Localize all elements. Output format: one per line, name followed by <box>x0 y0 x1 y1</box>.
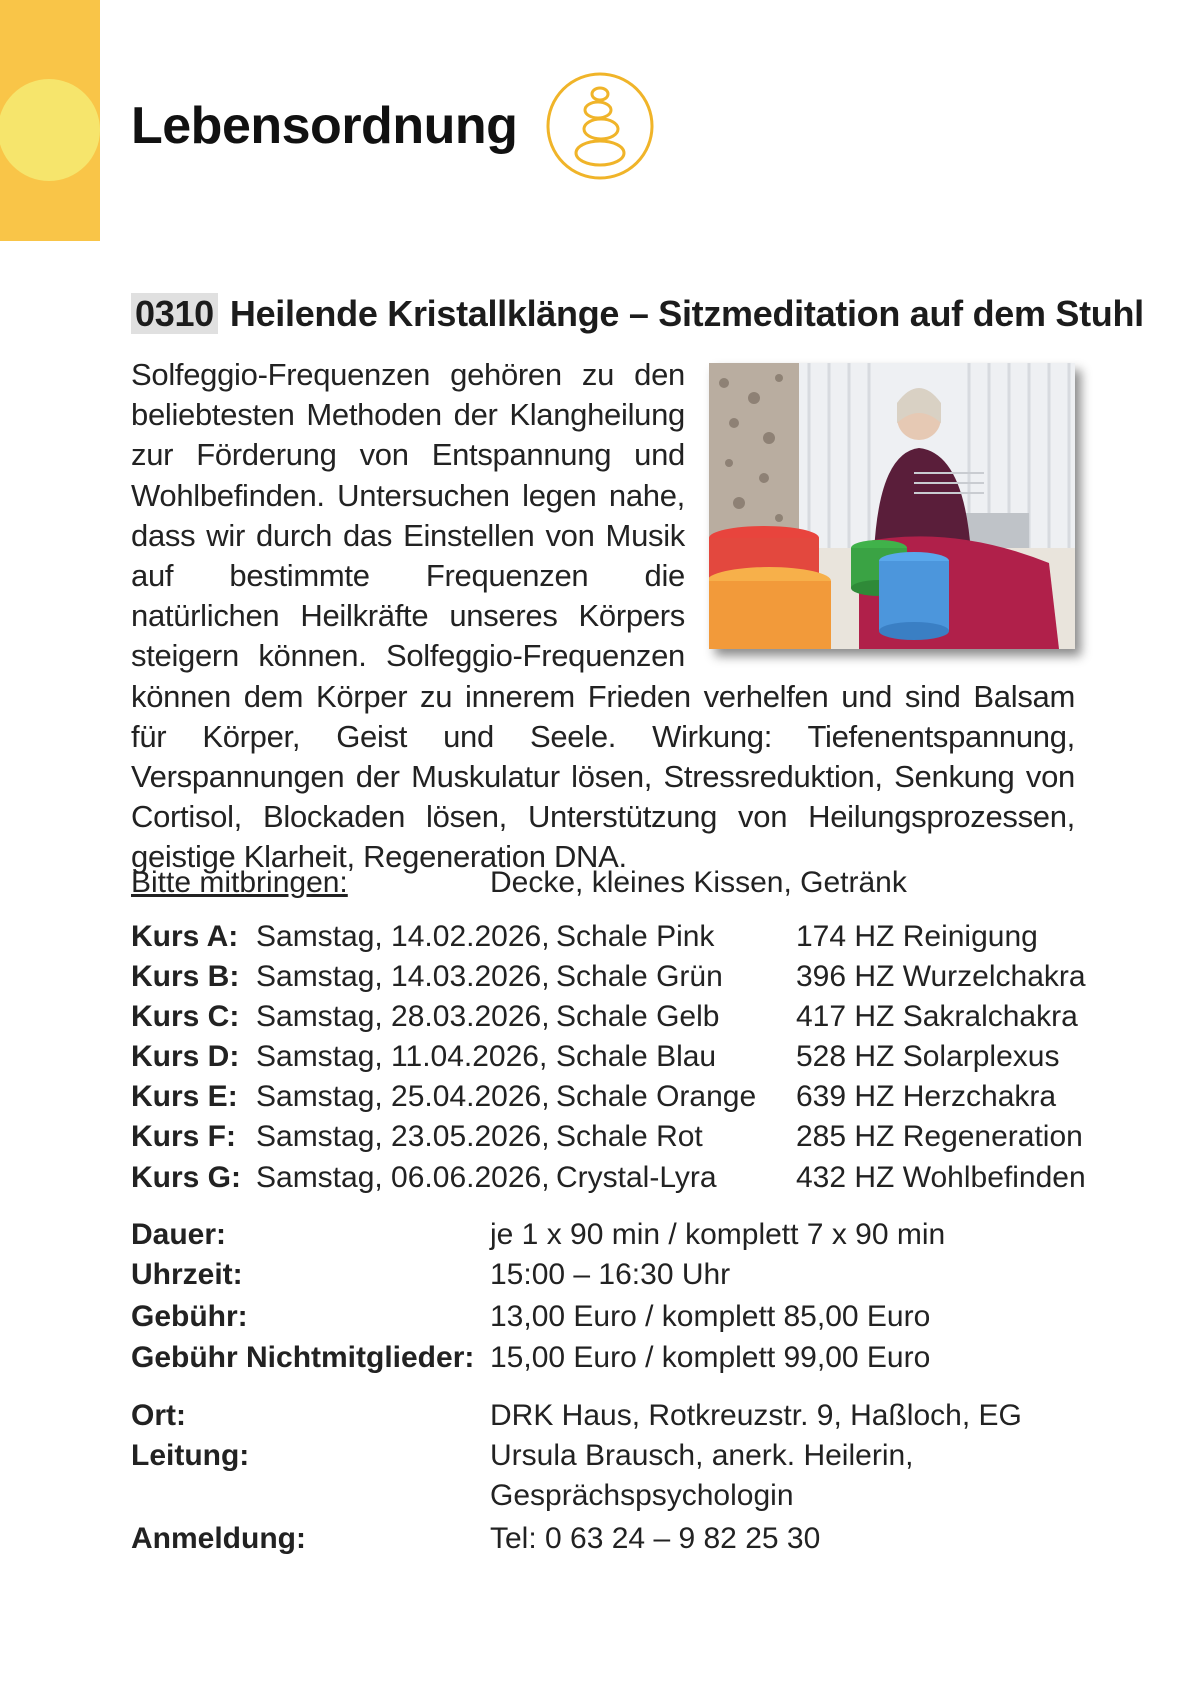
session-row <box>131 1161 1091 1201</box>
session-bowl: Schale Grün <box>556 960 723 994</box>
session-frequency: 639 HZ Herzchakra <box>796 1080 1057 1114</box>
info-value: 15,00 Euro / komplett 99,00 Euro <box>490 1341 931 1374</box>
session-list <box>131 920 1091 1201</box>
session-row <box>131 920 1091 960</box>
info-label: Anmeldung: <box>131 1522 306 1555</box>
session-row <box>131 960 1091 1000</box>
info-value: je 1 x 90 min / komplett 7 x 90 min <box>490 1218 946 1251</box>
info-row-leitung-cont <box>131 1479 1091 1519</box>
corner-accent-circle <box>0 79 100 181</box>
info-label: Uhrzeit: <box>131 1258 243 1291</box>
info-row-gebuehr <box>131 1300 1091 1340</box>
session-frequency: 417 HZ Sakralchakra <box>796 1000 1078 1034</box>
session-date: Samstag, 14.02.2026, <box>256 920 550 953</box>
session-bowl: Schale Orange <box>556 1080 757 1114</box>
page-title: Lebensordnung <box>131 97 518 155</box>
session-date: Samstag, 14.03.2026, <box>256 960 550 994</box>
info-value: Tel: 0 63 24 – 9 82 25 30 <box>490 1522 821 1555</box>
session-kurs: Kurs B: <box>131 960 240 994</box>
session-frequency: 285 HZ Regeneration <box>796 1120 1083 1154</box>
session-bowl: Schale Rot <box>556 1120 703 1154</box>
session-date: Samstag, 06.06.2026, <box>256 1160 550 1194</box>
info-row-leitung <box>131 1439 1091 1479</box>
session-row <box>131 1080 1091 1120</box>
info-label: Gebühr: <box>131 1300 248 1333</box>
info-value: Ursula Brausch, anerk. Heilerin, <box>490 1439 914 1472</box>
session-frequency: 174 HZ Reinigung <box>796 920 1038 953</box>
session-kurs: Kurs D: <box>131 1040 240 1074</box>
course-photo <box>709 363 1075 649</box>
session-bowl: Crystal-Lyra <box>556 1160 717 1194</box>
session-kurs: Kurs G: <box>131 1160 242 1194</box>
info-row-dauer <box>131 1218 1091 1258</box>
course-description-text: Solfeggio-Frequenzen gehören zu den beliebtesten Methoden der Klangheilung zur Förderung von Entspannung und Wohlbefinden. Untersuchen legen nahe, dass wir durch das Einstellen von Musik auf bestimmte Frequenzen die natürlichen Heilkräfte unseres Körpers steigern können. Solfeggio-Frequenzen können dem Körper zu innerem Frieden verhelfen und sind Balsam für Körper, Geist und Seele. Wirkung: Tiefenentspannung, Verspannungen der Muskulatur lösen, Stressreduktion, Senkung von Cortisol, Blockaden lösen, Unterstützung von Heilungsprozessen, geistige Klarheit, Regeneration DNA. <box>131 357 1075 875</box>
course-number: 0310 <box>131 293 218 334</box>
session-date: Samstag, 23.05.2026, <box>256 1120 550 1154</box>
session-kurs: Kurs A: <box>131 920 239 953</box>
session-kurs: Kurs C: <box>131 1000 240 1034</box>
session-row <box>131 1040 1091 1080</box>
session-frequency: 528 HZ Solarplexus <box>796 1040 1060 1074</box>
info-row-anmeldung <box>131 1522 1091 1562</box>
session-date: Samstag, 11.04.2026, <box>256 1040 548 1074</box>
info-value: 13,00 Euro / komplett 85,00 Euro <box>490 1300 931 1333</box>
info-row-gebuehr-nichtmitglieder <box>131 1341 1091 1381</box>
session-bowl: Schale Pink <box>556 920 715 953</box>
session-frequency: 396 HZ Wurzelchakra <box>796 960 1086 994</box>
info-label: Gebühr Nichtmitglieder: <box>131 1341 475 1374</box>
session-date: Samstag, 28.03.2026, <box>256 1000 550 1034</box>
course-description-block <box>131 355 1075 878</box>
info-label: Dauer: <box>131 1218 227 1251</box>
course-heading <box>131 293 1144 335</box>
info-label: Leitung: <box>131 1439 250 1472</box>
info-row-ort <box>131 1399 1091 1439</box>
info-row-uhrzeit <box>131 1258 1091 1298</box>
session-date: Samstag, 25.04.2026, <box>256 1080 550 1114</box>
info-value: 15:00 – 16:30 Uhr <box>490 1258 731 1291</box>
session-row <box>131 1120 1091 1160</box>
bring-value: Decke, kleines Kissen, Getränk <box>490 866 907 899</box>
info-value: DRK Haus, Rotkreuzstr. 9, Haßloch, EG <box>490 1399 1022 1432</box>
stacked-stones-icon <box>544 70 656 182</box>
session-bowl: Schale Blau <box>556 1040 717 1074</box>
session-bowl: Schale Gelb <box>556 1000 720 1034</box>
bring-label: Bitte mitbringen: <box>131 866 348 899</box>
session-kurs: Kurs E: <box>131 1080 238 1114</box>
session-kurs: Kurs F: <box>131 1120 236 1154</box>
info-label: Ort: <box>131 1399 186 1432</box>
course-photo-wrapper <box>709 363 1075 649</box>
info-value: Gesprächspsychologin <box>490 1479 794 1512</box>
session-frequency: 432 HZ Wohlbefinden <box>796 1160 1086 1194</box>
course-title: Heilende Kristallklänge – Sitzmeditation auf dem Stuhl <box>229 293 1144 334</box>
session-row <box>131 1000 1091 1040</box>
